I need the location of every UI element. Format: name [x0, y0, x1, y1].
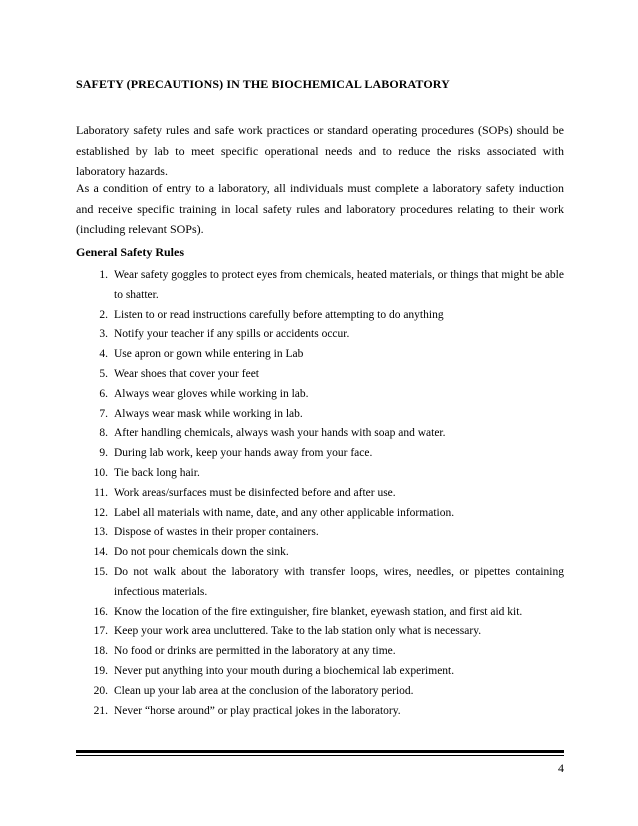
list-item-text: Use apron or gown while entering in Lab — [114, 348, 304, 361]
list-item-number: 5. — [99, 367, 108, 380]
list-item-text: Do not pour chemicals down the sink. — [114, 546, 289, 559]
list-item-text: Listen to or read instructions carefully before attempting to do anything — [114, 308, 444, 321]
list-item — [76, 444, 564, 464]
page-heading: SAFETY (PRECAUTIONS) IN THE BIOCHEMICAL LABORATORY — [76, 77, 450, 91]
list-item-number: 2. — [99, 308, 108, 321]
list-item-number: 1. — [99, 269, 108, 281]
list-item-text: Always wear gloves while working in lab. — [114, 387, 309, 400]
list-item-text: No food or drinks are permitted in the laboratory at any time. — [114, 645, 396, 658]
list-item — [76, 622, 564, 642]
list-item — [76, 563, 564, 603]
footer-divider-thick — [76, 750, 564, 753]
list-item-number: 18. — [93, 645, 108, 658]
list-item — [76, 424, 564, 444]
list-item — [76, 405, 564, 425]
list-item-text: Never put anything into your mouth during a biochemical lab experiment. — [114, 664, 455, 677]
list-item-text: Dispose of wastes in their proper containers. — [114, 526, 319, 539]
list-item-text: After handling chemicals, always wash your hands with soap and water. — [114, 427, 446, 440]
list-item — [76, 325, 564, 345]
list-item-text: Never “horse around” or play practical jokes in the laboratory. — [114, 704, 401, 717]
list-item-number: 19. — [93, 664, 108, 677]
list-item-text: Work areas/surfaces must be disinfected before and after use. — [114, 486, 396, 499]
list-item-number: 7. — [99, 407, 108, 420]
safety-rules-list — [76, 266, 564, 721]
list-item-number: 10. — [93, 466, 108, 479]
list-item — [76, 484, 564, 504]
list-item-text: Know the location of the fire extinguisher, fire blanket, eyewash station, and first aid kit. — [114, 605, 523, 618]
list-item — [76, 523, 564, 543]
list-item-number: 11. — [94, 486, 108, 499]
list-item — [76, 603, 564, 623]
list-item-number: 16. — [93, 605, 108, 618]
list-item-number: 3. — [99, 328, 108, 341]
list-item-number: 14. — [93, 546, 108, 559]
list-item — [76, 702, 564, 722]
list-item — [76, 662, 564, 682]
list-item — [76, 464, 564, 484]
list-item — [76, 385, 564, 405]
list-item-number: 12. — [93, 506, 108, 519]
list-item-text: Keep your work area uncluttered. Take to the lab station only what is necessary. — [114, 625, 482, 638]
list-item — [76, 682, 564, 702]
list-item-text: Label all materials with name, date, and any other applicable information. — [114, 506, 455, 519]
intro-paragraph: Laboratory safety rules and safe work practices or standard operating procedures (SOPs) should be established by lab to meet specific operational needs and to reduce the risks associated with laboratory hazards. — [76, 123, 564, 179]
list-item-text: Notify your teacher if any spills or accidents occur. — [114, 328, 350, 341]
list-item-number: 17. — [93, 625, 108, 638]
page-number: 4 — [558, 761, 564, 775]
section-heading-general-safety-rules: General Safety Rules — [76, 245, 184, 259]
list-item-text: Do not walk about the laboratory with transfer loops, wires, needles, or pipettes containing infectious materials. — [114, 565, 564, 598]
list-item-number: 4. — [99, 348, 108, 361]
list-item-number: 13. — [93, 526, 108, 539]
footer-divider-thin — [76, 755, 564, 756]
list-item-number: 9. — [99, 447, 108, 460]
list-item-text: Tie back long hair. — [114, 466, 200, 479]
list-item-number: 8. — [99, 427, 108, 440]
list-item — [76, 642, 564, 662]
list-item — [76, 543, 564, 563]
list-item-text: Wear shoes that cover your feet — [114, 367, 259, 380]
list-item-number: 15. — [93, 565, 108, 578]
entry-condition-paragraph: As a condition of entry to a laboratory, all individuals must complete a laboratory safety induction and receive specific training in local safety rules and laboratory procedures relating to their work (including relevant SOPs). — [76, 181, 564, 237]
list-item-text: Wear safety goggles to protect eyes from chemicals, heated materials, or things that might be able to shatter. — [114, 269, 564, 301]
list-item — [76, 306, 564, 326]
list-item — [76, 365, 564, 385]
list-item-text: During lab work, keep your hands away from your face. — [114, 447, 373, 460]
list-item-number: 21. — [93, 704, 108, 717]
list-item-number: 20. — [93, 684, 108, 697]
list-item — [76, 266, 564, 306]
list-item-number: 6. — [99, 387, 108, 400]
list-item — [76, 504, 564, 524]
list-item-text: Clean up your lab area at the conclusion of the laboratory period. — [114, 684, 414, 697]
list-item-text: Always wear mask while working in lab. — [114, 407, 303, 420]
list-item — [76, 345, 564, 365]
